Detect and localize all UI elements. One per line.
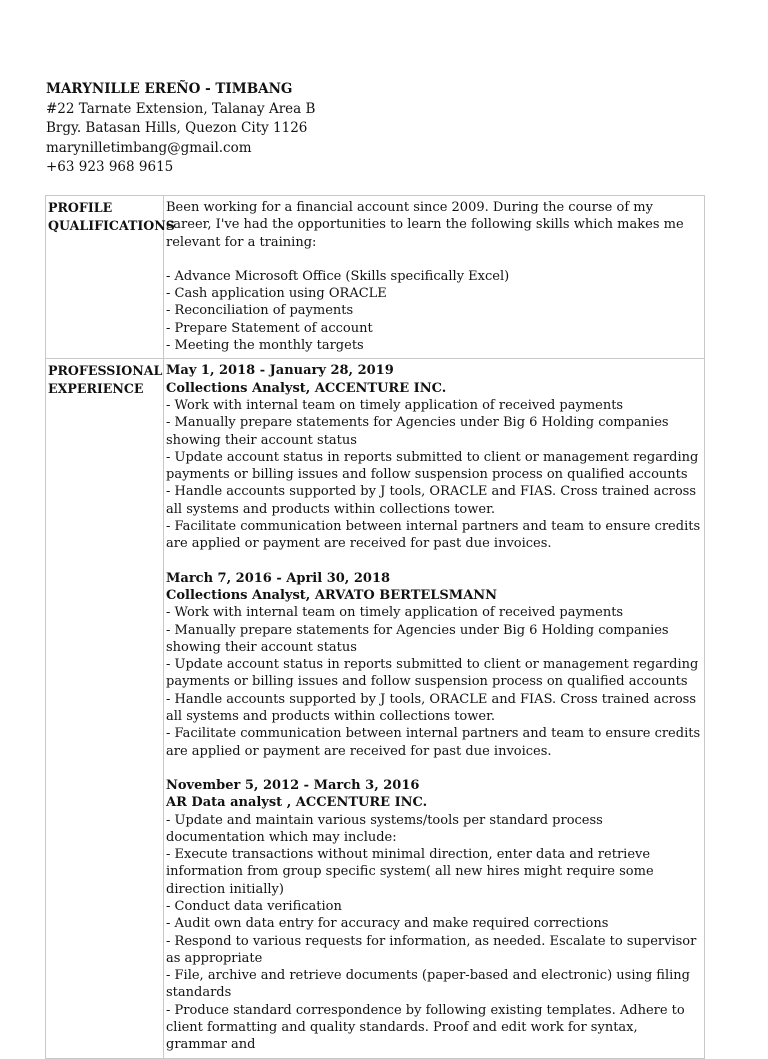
job-date: May 1, 2018 - January 28, 2019 [166, 363, 394, 379]
job-date: November 5, 2012 - March 3, 2016 [166, 777, 420, 793]
job-title: Collections Analyst, ACCENTURE INC. [166, 380, 447, 396]
job-duty: - Conduct data verification [166, 898, 342, 914]
skill-item: - Meeting the monthly targets [166, 338, 364, 354]
job-duty: - Facilitate communication between internal partners and team to ensure credits are applied or payment are received for past due invoices. [166, 519, 701, 552]
job-duty: - Work with internal team on timely application of received payments [166, 397, 624, 413]
resume-table [45, 195, 705, 1059]
job-duty: - Manually prepare statements for Agencies under Big 6 Holding companies showing their account status [166, 415, 669, 448]
experience-label-line-1: PROFESSIONAL [48, 363, 163, 379]
job-duty: - Handle accounts supported by J tools, ORACLE and FIAS. Cross trained across all systems and products within collections tower. [166, 691, 697, 725]
job-duty: - Update account status in reports submitted to client or management regarding payments or billing issues and follow suspension process on qualified accounts [166, 657, 699, 690]
job-duty: - File, archive and retrieve documents (paper-based and electronic) using filing standards [166, 968, 690, 1001]
profile-content-cell [164, 196, 705, 359]
skill-item: - Cash application using ORACLE [166, 286, 387, 302]
skill-item: - Prepare Statement of account [166, 320, 373, 336]
job-duty: - Work with internal team on timely application of received payments [166, 605, 624, 621]
skill-item: - Reconciliation of payments [166, 303, 354, 319]
address-line-2: Brgy. Batasan Hills, Quezon City 1126 [46, 120, 308, 136]
job-duty: - Execute transactions without minimal direction, enter data and retrieve information from group specific system( all new hires might require some direction initially) [166, 847, 654, 897]
experience-row [46, 359, 705, 1058]
job-duty: - Handle accounts supported by J tools, ORACLE and FIAS. Cross trained across all systems and products within collections tower. [166, 484, 697, 517]
job-date: March 7, 2016 - April 30, 2018 [166, 570, 391, 586]
profile-row [46, 196, 705, 359]
job-duty: - Facilitate communication between internal partners and team to ensure credits are applied or payment are received for past due invoices. [166, 726, 701, 759]
profile-label-line-1: PROFILE [48, 200, 113, 215]
profile-label-line-2: QUALIFICATIONS [48, 218, 175, 233]
job-duty: - Manually prepare statements for Agencies under Big 6 Holding companies showing their account status [166, 622, 669, 655]
job-duty: - Produce standard correspondence by following existing templates. Adhere to client formatting and quality standards. Proof and edit work for syntax, grammar and [166, 1002, 685, 1053]
job-duty: - Audit own data entry for accuracy and make required corrections [166, 916, 609, 932]
job-title: AR Data analyst , ACCENTURE INC. [166, 795, 428, 811]
profile-label-cell [46, 196, 175, 359]
job-title: Collections Analyst, ARVATO BERTELSMANN [166, 587, 498, 603]
skill-item: - Advance Microsoft Office (Skills specifically Excel) [166, 268, 510, 284]
experience-label-line-2: EXPERIENCE [48, 381, 144, 397]
address-line-1: #22 Tarnate Extension, Talanay Area B [46, 100, 316, 117]
applicant-name: MARYNILLE EREÑO - TIMBANG [46, 81, 293, 97]
experience-label-cell [46, 359, 164, 1058]
job-duty: - Update and maintain various systems/tools per standard process documentation which may include: [166, 812, 603, 845]
phone-number: +63 923 968 9615 [46, 159, 174, 175]
job-duty: - Update account status in reports submitted to client or management regarding payments or billing issues and follow suspension process on qualified accounts [166, 449, 699, 483]
contact-header [46, 80, 315, 178]
job-duty: - Respond to various requests for information, as needed. Escalate to supervisor as appropriate [166, 933, 697, 966]
email-address: marynilletimbang@gmail.com [46, 139, 252, 156]
profile-intro: Been working for a financial account since 2009. During the course of my career, I've had the opportunities to learn the following skills which makes me relevant for a training: [166, 200, 684, 250]
experience-content-cell [164, 359, 705, 1058]
